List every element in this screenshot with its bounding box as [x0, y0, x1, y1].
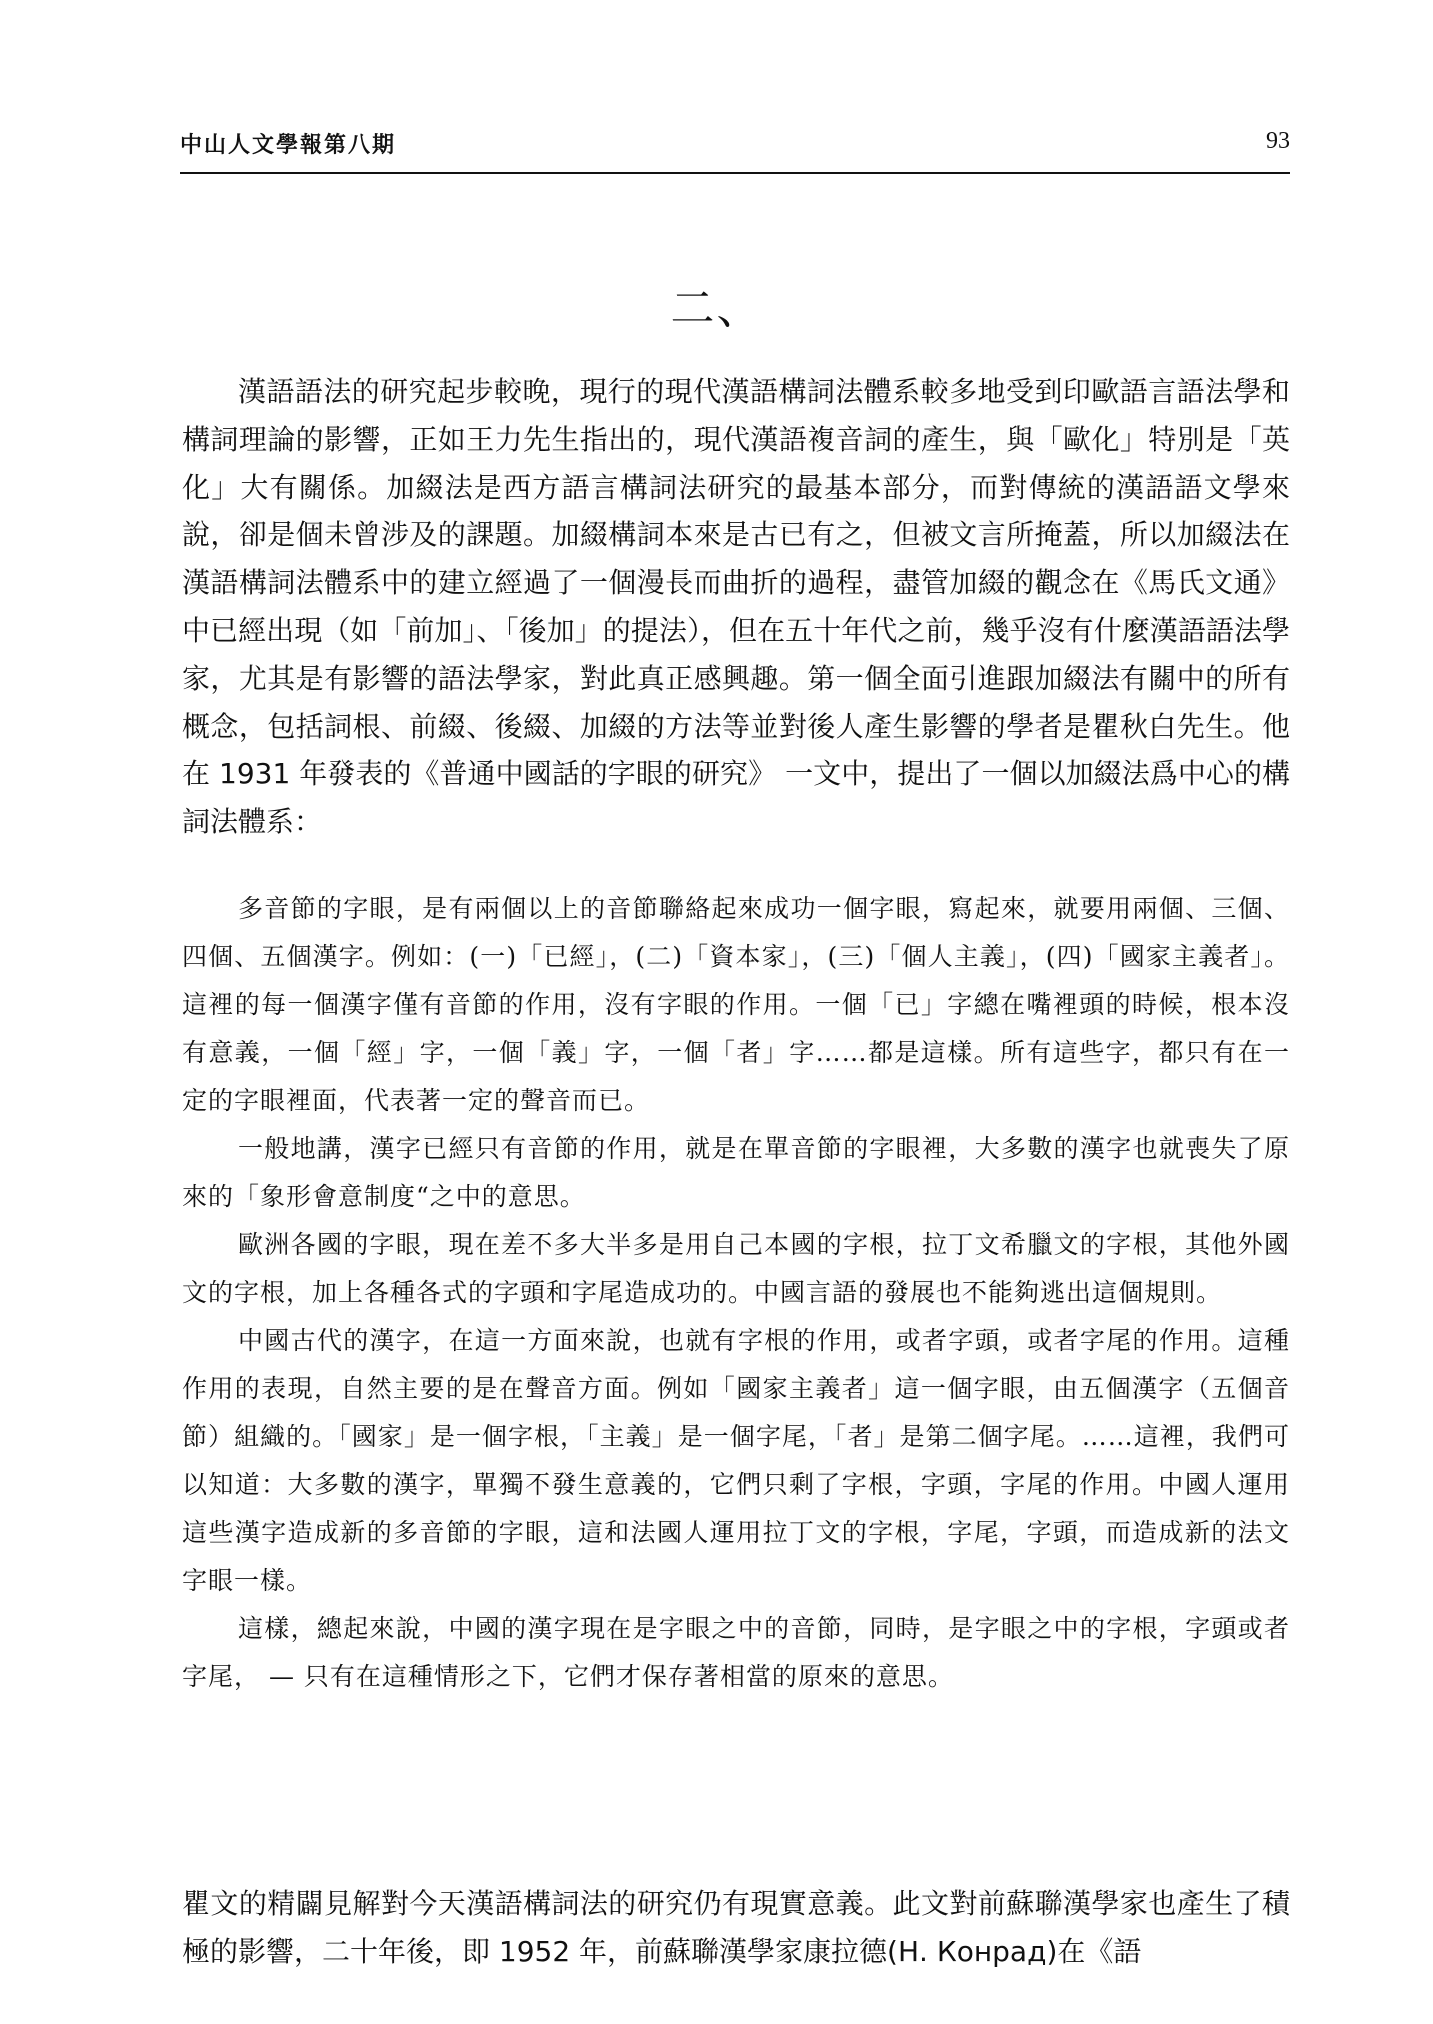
quote-paragraph-2: 一般地講，漢字已經只有音節的作用，就是在單音節的字眼裡，大多數的漢字也就喪失了原來的「象形會意制度“之中的意思。 — [182, 1134, 1290, 1211]
quote-paragraph-4: 中國古代的漢字，在這一方面來說，也就有字根的作用，或者字頭，或者字尾的作用。這種作用的表現，自然主要的是在聲音方面。例如「國家主義者」這一個字眼，由五個漢字（五個音節）組織的。「國家」是一個字根，「主義」是一個字尾，「者」是第二個字尾。……這裡，我們可以知道：大多數的漢字，單獨不發生意義的，它們只剩了字根，字頭，字尾的作用。中國人運用這些漢字造成新的多音節的字眼，這和法國人運用拉丁文的字根，字尾，字頭，而造成新的法文字眼一樣。 — [182, 1326, 1290, 1595]
quote-paragraph-3: 歐洲各國的字眼，現在差不多大半多是用自己本國的字根，拉丁文希臘文的字根，其他外國文的字根，加上各種各式的字頭和字尾造成功的。中國言語的發展也不能夠逃出這個規則。 — [182, 1230, 1290, 1307]
page-header — [180, 128, 1290, 168]
block-quote — [182, 885, 1290, 1701]
paragraph-intro: 漢語語法的研究起步較晚，現行的現代漢語構詞法體系較多地受到印歐語言語法學和構詞理論的影響，正如王力先生指出的，現代漢語複音詞的產生，與「歐化」特別是「英化」大有關係。加綴法是西方語言構詞法研究的最基本部分，而對傳統的漢語語文學來說，卻是個未曾涉及的課題。加綴構詞本來是古已有之，但被文言所掩蓋，所以加綴法在漢語構詞法體系中的建立經過了一個漫長而曲折的過程，盡管加綴的觀念在《馬氏文通》中已經出現（如「前加」、「後加」的提法），但在五十年代之前，幾乎沒有什麼漢語語法學家，尤其是有影響的語法學家，對此真正感興趣。第一個全面引進跟加綴法有關中的所有概念，包括詞根、前綴、後綴、加綴的方法等並對後人產生影響的學者是瞿秋白先生。他在 1931 年發表的《普通中國話的字眼的研究》 一文中，提出了一個以加綴法爲中心的構詞法體系： — [182, 375, 1290, 839]
quote-paragraph-1: 多音節的字眼，是有兩個以上的音節聯絡起來成功一個字眼，寫起來，就要用兩個、三個、四個、五個漢字。例如：(一)「已經」，(二)「資本家」，(三)「個人主義」，(四)「國家主義者」。這裡的每一個漢字僅有音節的作用，沒有字眼的作用。一個「已」字總在嘴裡頭的時候，根本沒有意義，一個「經」字，一個「義」字，一個「者」字……都是這樣。所有這些字，都只有在一定的字眼裡面，代表著一定的聲音而已。 — [182, 894, 1290, 1115]
paragraph-final: 瞿文的精闢見解對今天漢語構詞法的研究仍有現實意義。此文對前蘇聯漢學家也產生了積極的影響，二十年後，即 1952 年，前蘇聯漢學家康拉德(Н. Конрад)在《語 — [182, 1887, 1290, 1968]
body-text-block-1 — [182, 368, 1290, 846]
quote-paragraph-5: 這樣，總起來說，中國的漢字現在是字眼之中的音節，同時，是字眼之中的字根，字頭或者字尾， — 只有在這種情形之下，它們才保存著相當的原來的意思。 — [182, 1614, 1290, 1691]
page-number: 93 — [1266, 128, 1290, 154]
section-heading: 二、 — [670, 283, 763, 334]
body-text-block-2 — [182, 1880, 1290, 1976]
journal-title: 中山人文學報第八期 — [180, 133, 397, 158]
header-rule — [180, 172, 1290, 174]
